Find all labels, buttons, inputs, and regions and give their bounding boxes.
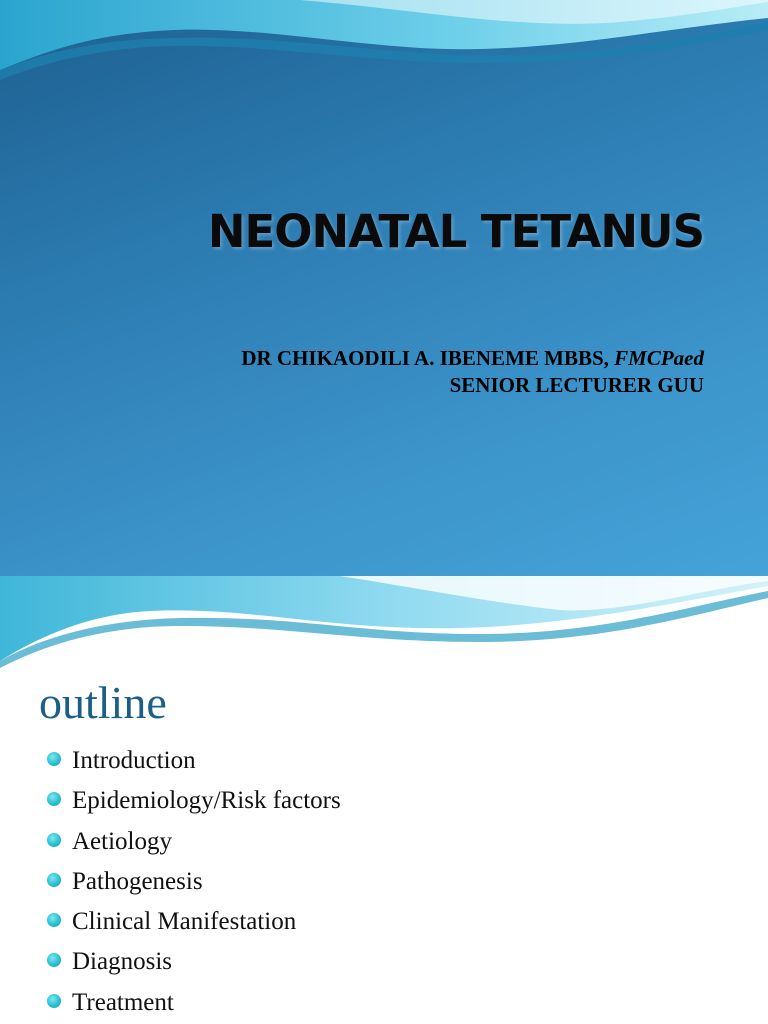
outline-slide (0, 576, 768, 1024)
slide-title: NEONATAL TETANUS (207, 205, 704, 258)
bullet-icon (47, 792, 61, 806)
outline-list (46, 743, 341, 1024)
bullet-icon (47, 913, 61, 927)
list-item-label: Treatment (72, 988, 174, 1016)
author-name: DR CHIKAODILI A. IBENEME MBBS, (241, 346, 615, 370)
bullet-icon (47, 873, 61, 887)
outline-wave-decoration (0, 576, 768, 671)
author-line (24, 345, 704, 372)
bullet-icon (47, 752, 61, 766)
author-block (24, 345, 704, 399)
top-wave-decoration (0, 0, 768, 110)
list-item (46, 864, 341, 904)
list-item-label: Introduction (72, 747, 196, 774)
list-item-label: Pathogenesis (72, 867, 203, 895)
list-item (46, 824, 341, 864)
list-item (46, 783, 341, 823)
list-item (46, 944, 341, 984)
list-item-label: Clinical Manifestation (72, 908, 297, 936)
list-item (46, 985, 341, 1024)
position-line: SENIOR LECTURER GUU (449, 373, 704, 397)
list-item-label: Aetiology (72, 827, 172, 855)
list-item (46, 904, 341, 944)
slide-heading: outline (39, 677, 167, 728)
bullet-icon (47, 953, 61, 967)
bullet-icon (47, 994, 61, 1008)
bullet-icon (47, 833, 61, 847)
list-item (46, 743, 341, 783)
list-item-label: Epidemiology/Risk factors (72, 787, 341, 815)
author-credential: FMCPaed (614, 346, 704, 370)
list-item-label: Diagnosis (72, 948, 172, 976)
